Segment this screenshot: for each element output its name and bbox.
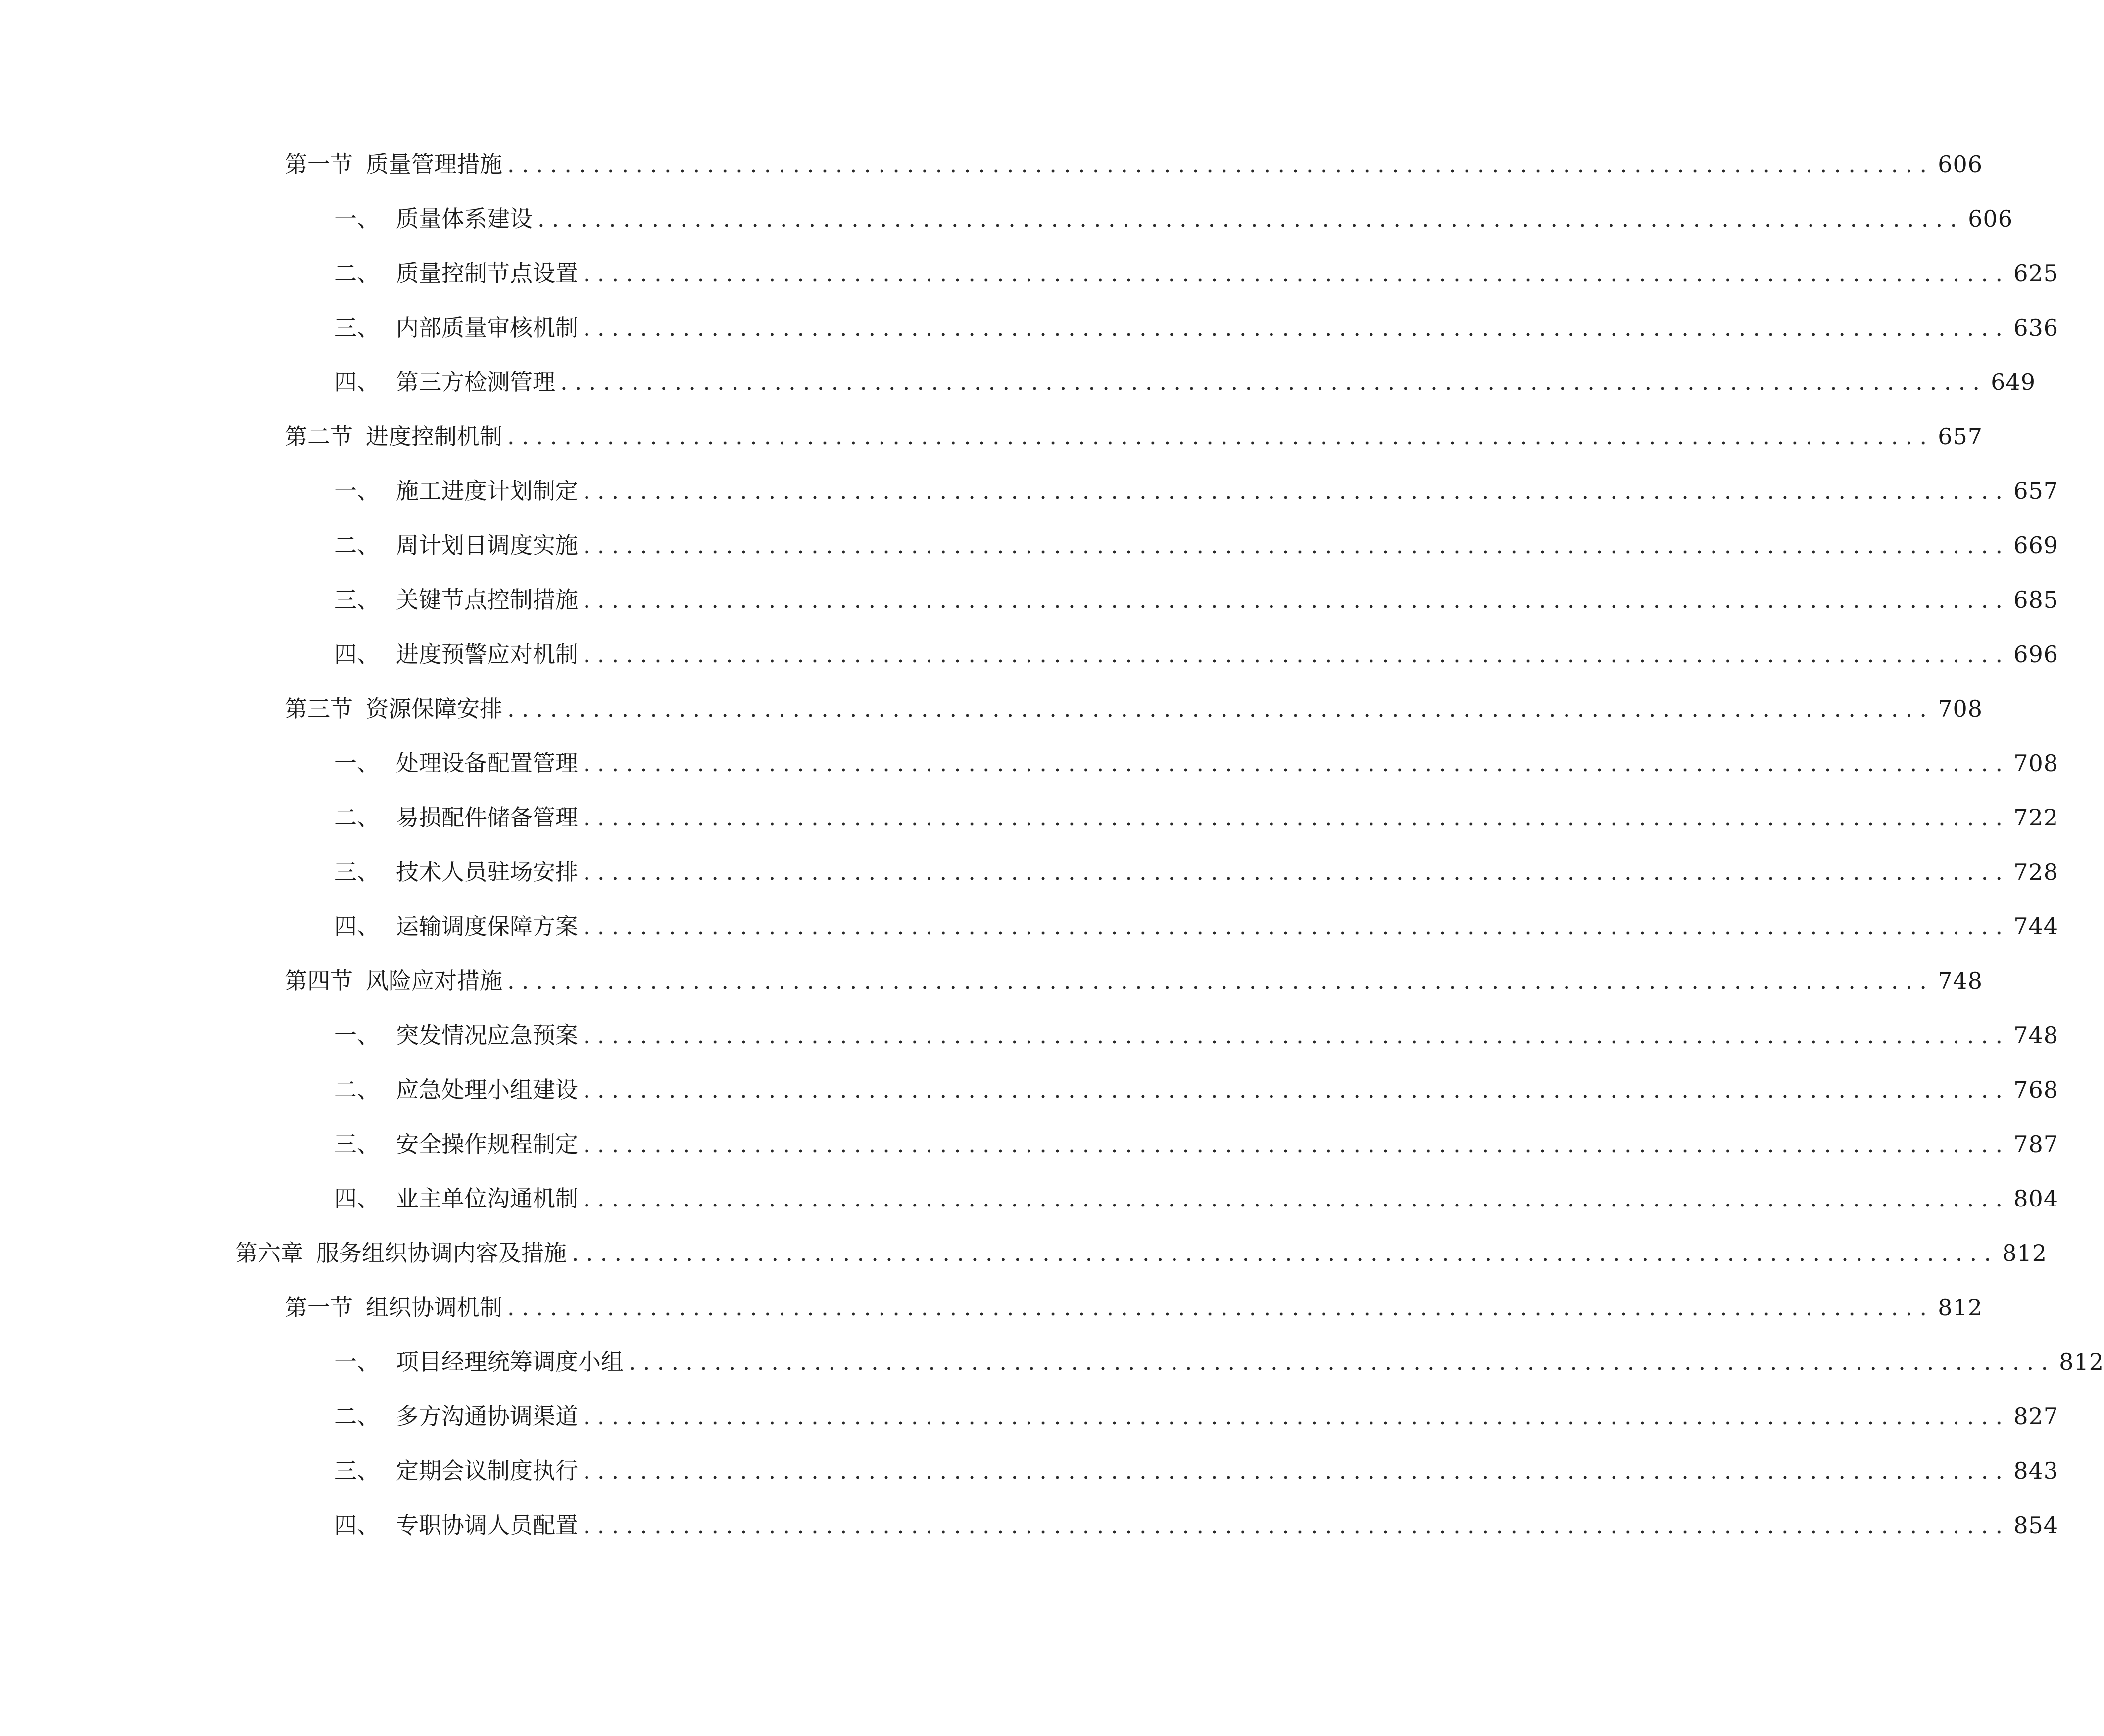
entry-number: 一、 (334, 750, 380, 776)
entry-number: 一、 (334, 1349, 380, 1375)
toc-entry[interactable] (334, 1453, 2059, 1488)
entry-page-number: 812 (2002, 1240, 2048, 1266)
entry-text: 业主单位沟通机制 (396, 1185, 578, 1212)
entry-title (334, 1345, 624, 1379)
entry-page-number: 744 (2013, 913, 2059, 940)
dot-leader: .................................................................................................... (583, 532, 2010, 559)
entry-text: 处理设备配置管理 (396, 750, 578, 776)
entry-page-number: 843 (2013, 1457, 2059, 1484)
entry-page-number: 708 (2013, 750, 2059, 776)
entry-page-number: 804 (2013, 1185, 2059, 1212)
entry-title (285, 147, 502, 182)
toc-entry[interactable] (334, 201, 2013, 236)
dot-leader: .................................................................................................... (629, 1349, 2055, 1375)
entry-page-number: 827 (2013, 1403, 2059, 1430)
entry-title (334, 1072, 578, 1107)
entry-page-number: 748 (1938, 967, 1983, 994)
toc-entry[interactable] (334, 1127, 2059, 1161)
entry-page-number: 657 (1938, 423, 1983, 450)
entry-title (334, 1018, 578, 1053)
entry-number: 第二节 (285, 423, 353, 450)
entry-number: 三、 (334, 314, 380, 341)
dot-leader: .................................................................................................... (583, 586, 2010, 613)
entry-title (334, 1127, 578, 1161)
entry-number: 第三节 (285, 695, 353, 722)
entry-text: 突发情况应急预案 (396, 1022, 578, 1049)
toc-entry[interactable] (334, 1508, 2059, 1543)
entry-title (334, 1399, 578, 1434)
entry-number: 二、 (334, 1076, 380, 1103)
entry-title (334, 637, 578, 672)
dot-leader: .................................................................................................... (583, 750, 2010, 776)
entry-number: 三、 (334, 586, 380, 613)
entry-text: 服务组织协调内容及措施 (316, 1240, 567, 1266)
entry-title (334, 256, 578, 290)
toc-entry[interactable] (235, 1236, 2048, 1270)
toc-entry[interactable] (285, 964, 1983, 998)
dot-leader: .................................................................................................... (538, 205, 1964, 232)
dot-leader: .................................................................................................... (583, 804, 2010, 831)
entry-page-number: 636 (2013, 314, 2059, 341)
entry-number: 三、 (334, 1457, 380, 1484)
entry-page-number: 606 (1938, 151, 1983, 178)
entry-text: 周计划日调度实施 (396, 532, 578, 559)
entry-text: 定期会议制度执行 (396, 1457, 578, 1484)
entry-text: 关键节点控制措施 (396, 586, 578, 613)
entry-text: 应急处理小组建设 (396, 1076, 578, 1103)
toc-entry[interactable] (334, 1072, 2059, 1107)
dot-leader: .................................................................................................... (583, 641, 2010, 668)
entry-number: 一、 (334, 205, 380, 232)
entry-title (334, 855, 578, 889)
dot-leader: .................................................................................................... (507, 1294, 1934, 1321)
entry-text: 施工进度计划制定 (396, 478, 578, 504)
toc-entry[interactable] (334, 909, 2059, 944)
toc-entry[interactable] (334, 637, 2059, 672)
dot-leader: .................................................................................................... (583, 1185, 2010, 1212)
entry-number: 一、 (334, 1022, 380, 1049)
entry-page-number: 812 (2059, 1349, 2104, 1375)
entry-title (334, 1181, 578, 1216)
entry-page-number: 696 (2013, 641, 2059, 668)
toc-entry[interactable] (285, 147, 1983, 182)
entry-page-number: 812 (1938, 1294, 1983, 1321)
entry-title (334, 528, 578, 563)
toc-entry[interactable] (285, 1290, 1983, 1325)
dot-leader: .................................................................................................... (583, 1022, 2010, 1049)
entry-text: 资源保障安排 (366, 695, 502, 722)
dot-leader: .................................................................................................... (583, 913, 2010, 940)
entry-number: 四、 (334, 913, 380, 940)
entry-page-number: 657 (2013, 478, 2059, 504)
entry-number: 二、 (334, 1403, 380, 1430)
entry-number: 第一节 (285, 1294, 353, 1321)
entry-title (334, 365, 555, 399)
toc-entry[interactable] (334, 1018, 2059, 1053)
entry-title (334, 310, 578, 345)
entry-title (285, 419, 502, 454)
entry-title (285, 691, 502, 726)
dot-leader: .................................................................................................... (583, 1457, 2010, 1484)
dot-leader: .................................................................................................... (583, 1403, 2010, 1430)
entry-page-number: 606 (1968, 205, 2013, 232)
entry-number: 第一节 (285, 151, 353, 178)
dot-leader: .................................................................................................... (583, 260, 2010, 287)
entry-page-number: 669 (2013, 532, 2059, 559)
entry-page-number: 787 (2013, 1131, 2059, 1157)
entry-text: 进度控制机制 (366, 423, 502, 450)
entry-title (334, 1453, 578, 1488)
entry-number: 四、 (334, 1185, 380, 1212)
entry-title (285, 1290, 502, 1325)
entry-text: 多方沟通协调渠道 (396, 1403, 578, 1430)
entry-page-number: 708 (1938, 695, 1983, 722)
toc-entry[interactable] (285, 419, 1983, 454)
entry-title (334, 201, 533, 236)
entry-number: 四、 (334, 1512, 380, 1539)
toc-entry[interactable] (334, 800, 2059, 835)
dot-leader: .................................................................................................... (507, 151, 1934, 178)
entry-text: 质量控制节点设置 (396, 260, 578, 287)
entry-page-number: 768 (2013, 1076, 2059, 1103)
entry-title (235, 1236, 567, 1270)
toc-entry[interactable] (334, 310, 2059, 345)
dot-leader: .................................................................................................... (583, 1076, 2010, 1103)
dot-leader: .................................................................................................... (507, 967, 1934, 994)
entry-title (334, 909, 578, 944)
entry-page-number: 625 (2013, 260, 2059, 287)
toc-entry[interactable] (334, 474, 2059, 508)
dot-leader: .................................................................................................... (560, 369, 1987, 395)
entry-text: 项目经理统筹调度小组 (396, 1349, 624, 1375)
entry-page-number: 728 (2013, 859, 2059, 885)
entry-text: 第三方检测管理 (396, 369, 555, 395)
entry-page-number: 722 (2013, 804, 2059, 831)
entry-text: 内部质量审核机制 (396, 314, 578, 341)
entry-text: 质量体系建设 (396, 205, 533, 232)
entry-number: 第四节 (285, 967, 353, 994)
entry-number: 四、 (334, 369, 380, 395)
entry-number: 二、 (334, 804, 380, 831)
toc-entry[interactable] (334, 256, 2059, 290)
dot-leader: .................................................................................................... (583, 314, 2010, 341)
toc-entry[interactable] (334, 582, 2059, 617)
dot-leader: .................................................................................................... (583, 478, 2010, 504)
entry-number: 二、 (334, 260, 380, 287)
entry-number: 三、 (334, 859, 380, 885)
entry-text: 进度预警应对机制 (396, 641, 578, 668)
entry-text: 运输调度保障方案 (396, 913, 578, 940)
entry-title (285, 964, 502, 998)
dot-leader: .................................................................................................... (583, 1512, 2010, 1539)
dot-leader: .................................................................................................... (507, 423, 1934, 450)
entry-text: 安全操作规程制定 (396, 1131, 578, 1157)
entry-title (334, 800, 578, 835)
entry-text: 组织协调机制 (366, 1294, 502, 1321)
entry-page-number: 854 (2013, 1512, 2059, 1539)
entry-title (334, 1508, 578, 1543)
dot-leader: .................................................................................................... (583, 859, 2010, 885)
entry-title (334, 582, 578, 617)
dot-leader: .................................................................................................... (572, 1240, 1999, 1266)
entry-page-number: 685 (2013, 586, 2059, 613)
entry-number: 一、 (334, 478, 380, 504)
entry-number: 第六章 (235, 1240, 303, 1266)
entry-number: 三、 (334, 1131, 380, 1157)
entry-text: 技术人员驻场安排 (396, 859, 578, 885)
entry-text: 风险应对措施 (366, 967, 502, 994)
toc-entry[interactable] (334, 528, 2059, 563)
dot-leader: .................................................................................................... (507, 695, 1934, 722)
entry-number: 四、 (334, 641, 380, 668)
toc-entry[interactable] (285, 691, 1983, 726)
toc-entry[interactable] (334, 365, 2036, 399)
entry-text: 易损配件储备管理 (396, 804, 578, 831)
entry-title (334, 474, 578, 508)
toc-entry[interactable] (334, 1399, 2059, 1434)
dot-leader: .................................................................................................... (583, 1131, 2010, 1157)
entry-page-number: 649 (1991, 369, 2036, 395)
toc-entry[interactable] (334, 746, 2059, 780)
toc-entry[interactable] (334, 1345, 2104, 1379)
entry-text: 质量管理措施 (366, 151, 502, 178)
entry-title (334, 746, 578, 780)
entry-page-number: 748 (2013, 1022, 2059, 1049)
toc-entry[interactable] (334, 855, 2059, 889)
entry-text: 专职协调人员配置 (396, 1512, 578, 1539)
entry-number: 二、 (334, 532, 380, 559)
toc-entry[interactable] (334, 1181, 2059, 1216)
